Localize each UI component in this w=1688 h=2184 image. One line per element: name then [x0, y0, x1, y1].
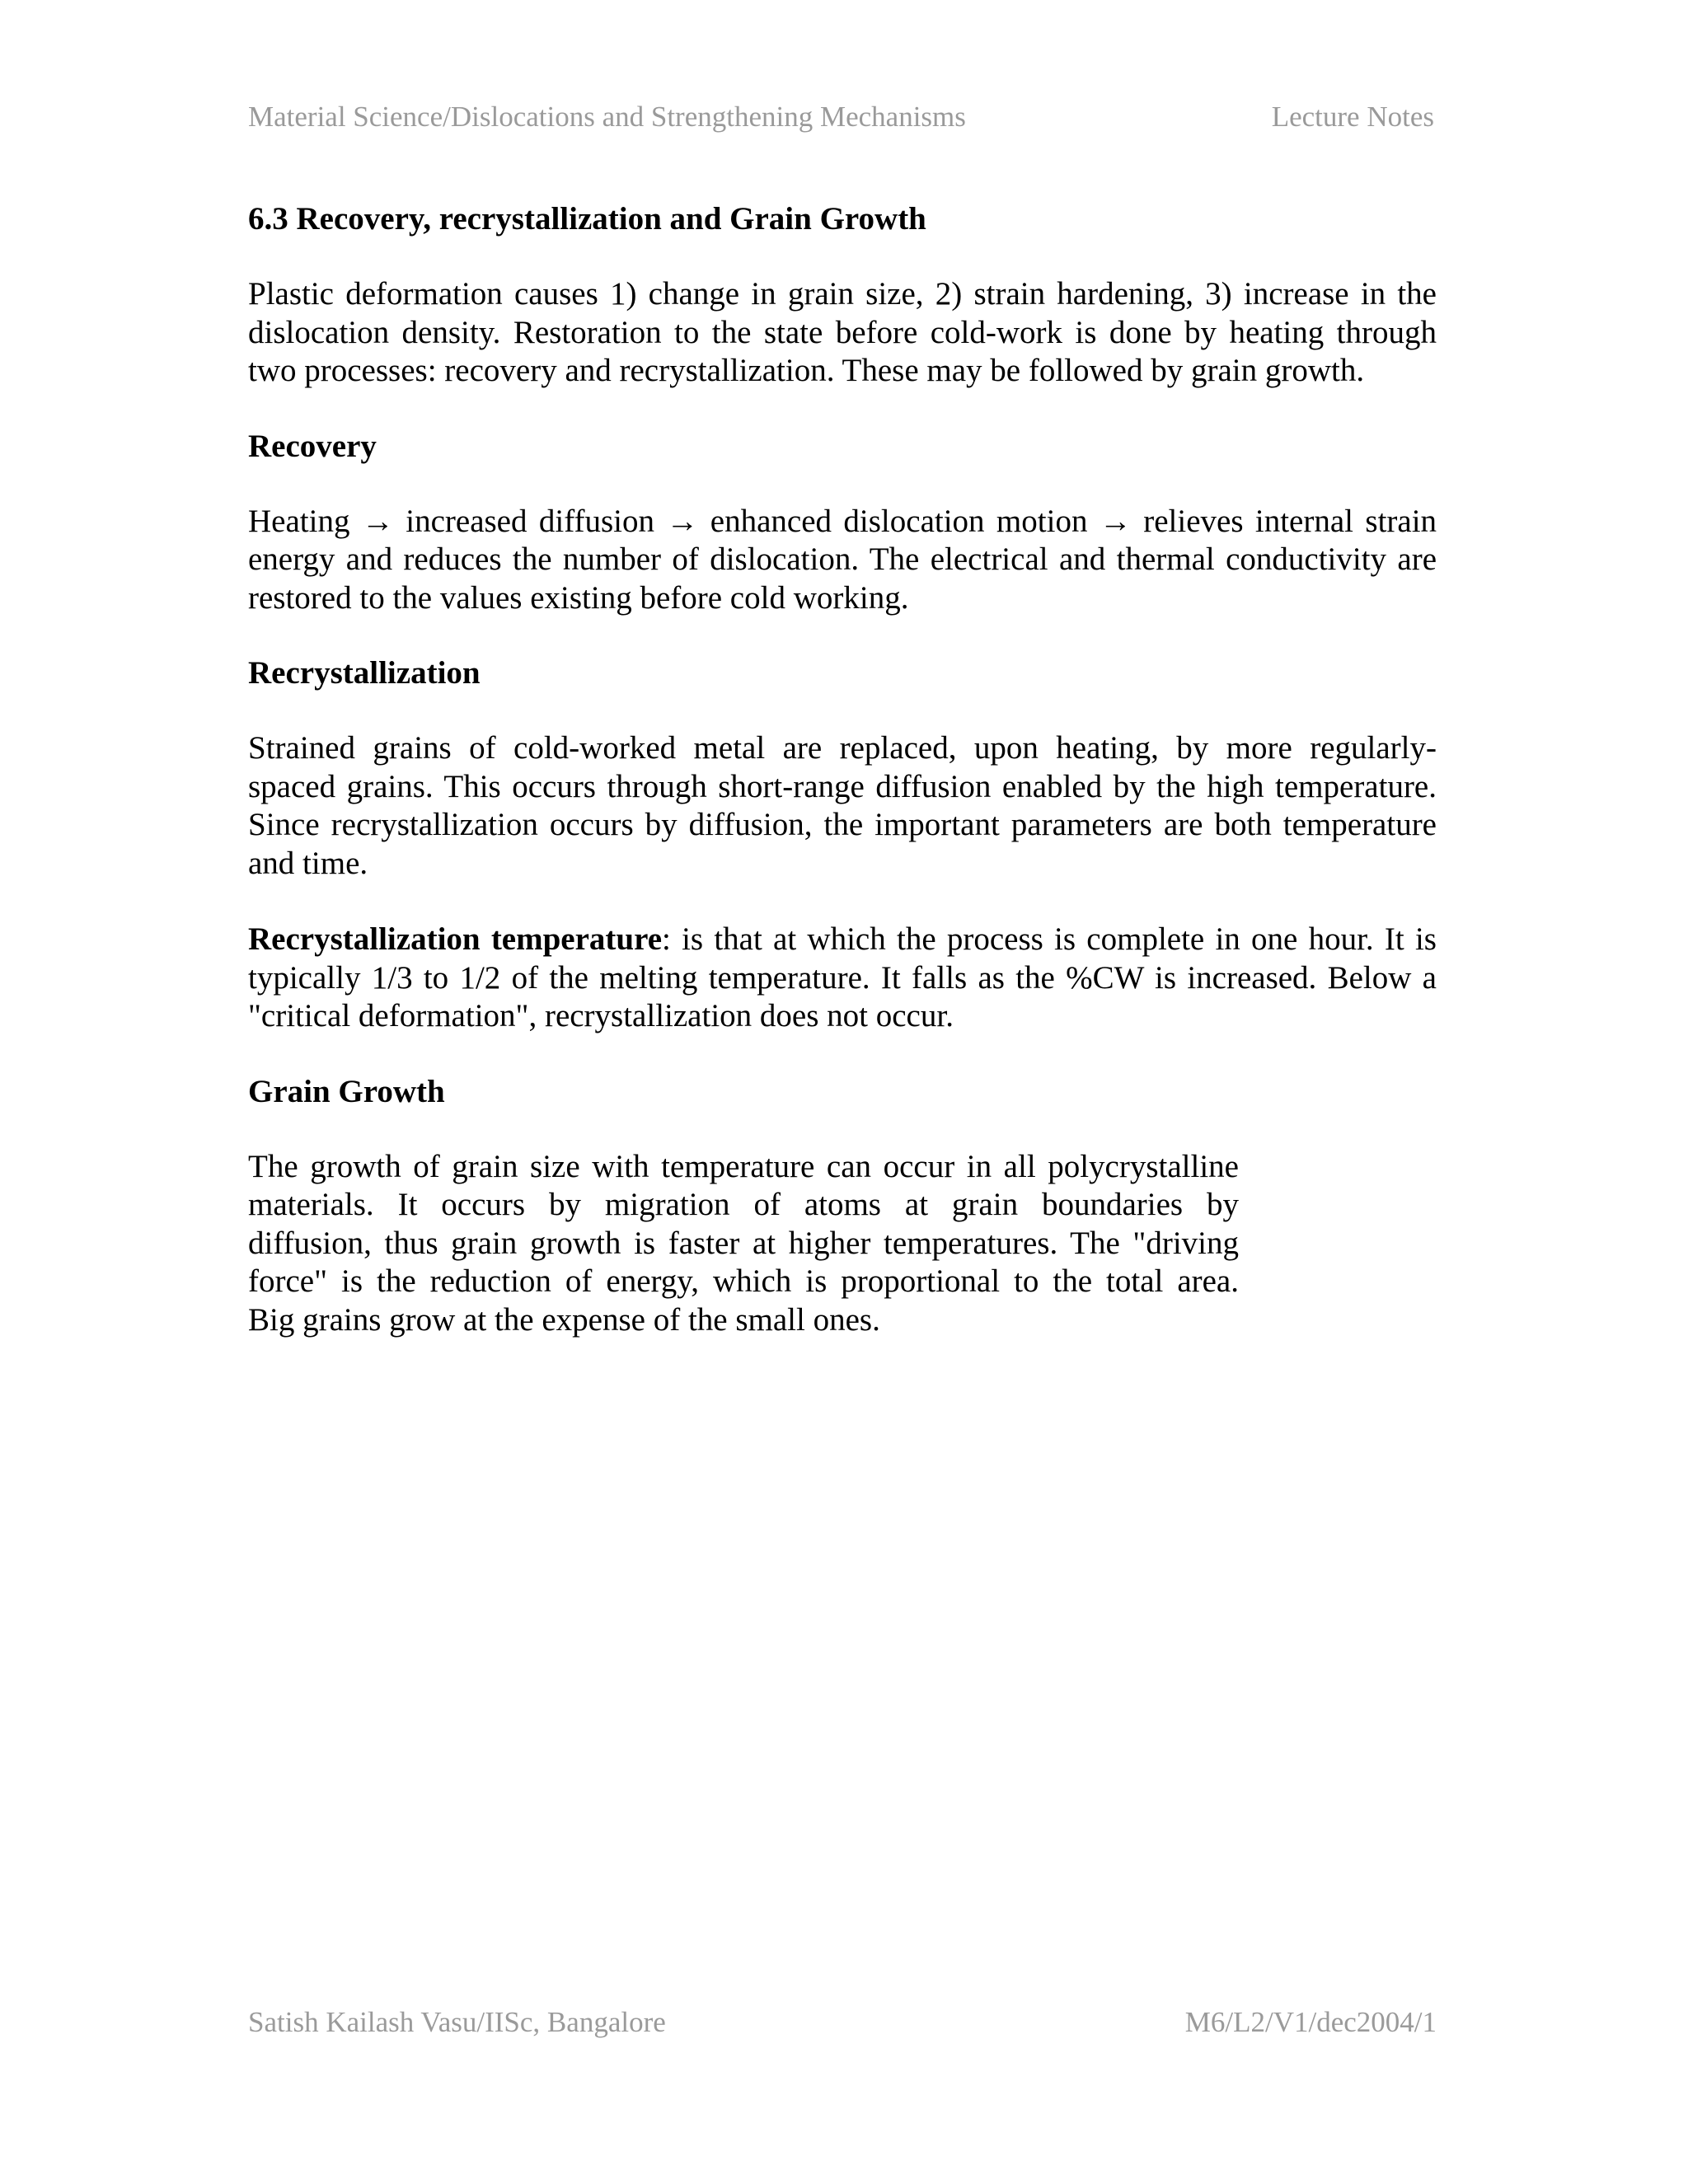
recovery-paragraph [248, 503, 1437, 618]
paragraph-line: The growth of grain size with temperature can occur in all polycrystalline [248, 1148, 1239, 1184]
paragraph-line: Recrystallization temperature: is that at which the process is complete in one hour. It is [248, 921, 1437, 957]
paragraph-line: Since recrystallization occurs by diffusion, the important parameters are both temperature [248, 807, 1437, 842]
paragraph-line: dislocation density. Restoration to the state before cold-work is done by heating through [248, 314, 1437, 350]
paragraph-line: and time. [248, 845, 368, 881]
header-course-title: Material Science/Dislocations and Strengthening Mechanisms [248, 101, 966, 133]
footer-author: Satish Kailash Vasu/IISc, Bangalore [248, 2006, 666, 2038]
grain-growth-heading: Grain Growth [248, 1073, 445, 1109]
paragraph-line: restored to the values existing before cold working. [248, 579, 909, 616]
paragraph-line: two processes: recovery and recrystallization. These may be followed by grain growth. [248, 353, 1365, 388]
page-footer [248, 2006, 1437, 2038]
right-arrow-icon: → [361, 503, 394, 539]
paragraph-line: materials. It occurs by migration of atoms at grain boundaries by [248, 1187, 1239, 1222]
recrystallization-paragraph [248, 729, 1437, 883]
header-doc-type: Lecture Notes [1271, 101, 1434, 133]
paragraph-line: Plastic deformation causes 1) change in grain size, 2) strain hardening, 3) increase in the [248, 276, 1437, 312]
right-arrow-icon: → [1099, 503, 1132, 539]
recovery-heading: Recovery [248, 428, 377, 464]
intro-paragraph [248, 275, 1437, 391]
paragraph-line: Strained grains of cold-worked metal are replaced, upon heating, by more regularly- [248, 730, 1437, 766]
paragraph-line: spaced grains. This occurs through short-range diffusion enabled by the high temperature. [248, 768, 1437, 804]
grain-growth-paragraph [248, 1148, 1239, 1340]
page-header [248, 102, 1432, 131]
paragraph-line: "critical deformation", recrystallization does not occur. [248, 998, 954, 1033]
term-recrystallization-temperature: Recrystallization temperature [248, 921, 663, 957]
paragraph-line: Big grains grow at the expense of the small ones. [248, 1301, 880, 1338]
paragraph-line: force" is the reduction of energy, which is proportional to the total area. [248, 1263, 1239, 1299]
main-content [248, 201, 1437, 1339]
paragraph-line: diffusion, thus grain growth is faster at higher temperatures. The "driving [248, 1225, 1239, 1261]
recrystallization-heading: Recrystallization [248, 655, 481, 691]
paragraph-line: energy and reduces the number of dislocation. The electrical and thermal conductivity are [248, 541, 1437, 577]
recrystallization-temperature-paragraph [248, 921, 1437, 1036]
right-arrow-icon: → [666, 503, 699, 539]
footer-page-id: M6/L2/V1/dec2004/1 [1184, 2006, 1437, 2038]
paragraph-line: Heating → increased diffusion → enhanced dislocation motion → relieves internal strain [248, 503, 1437, 539]
paragraph-line: typically 1/3 to 1/2 of the melting temperature. It falls as the %CW is increased. Below a [248, 959, 1437, 996]
section-title: 6.3 Recovery, recrystallization and Grain Growth [248, 201, 926, 237]
